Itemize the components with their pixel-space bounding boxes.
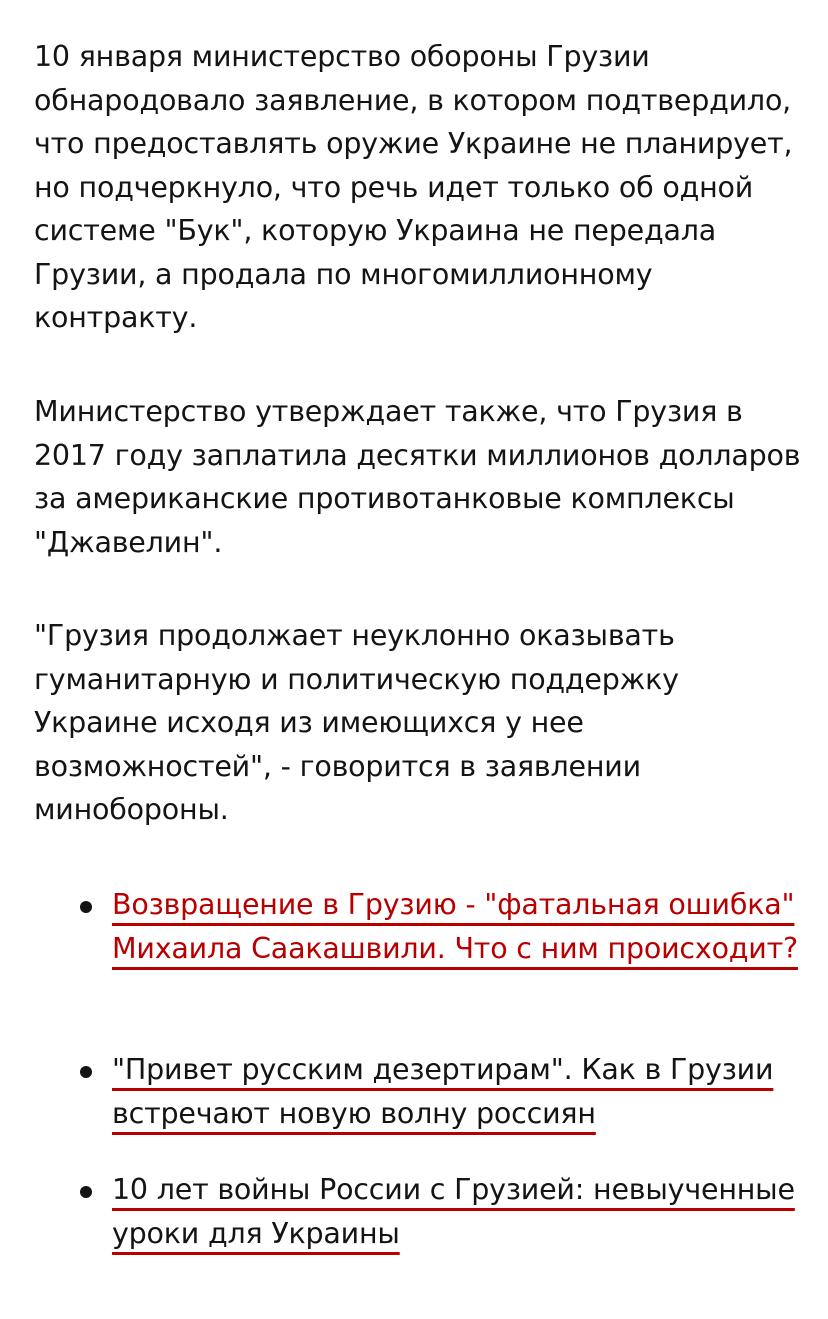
related-link-item (112, 883, 802, 970)
related-link-item (112, 1048, 802, 1135)
article-paragraph: 10 января министерство обороны Грузии обнародовало заявление, в котором подтвердило, что предоставлять оружие Украине не планирует, но подчеркнуло, что речь идет только об одной системе "Бук", которую Украина не передала Грузии, а продала по многомиллионному контракту. (34, 40, 793, 334)
bullet-icon (80, 901, 92, 913)
related-link-saakashvili[interactable]: Возвращение в Грузию - "фатальная ошибка" Михаила Саакашвили. Что с ним происходит? (112, 888, 798, 965)
bullet-icon (80, 1186, 92, 1198)
article-paragraph: Министерство утверждает также, что Грузия в 2017 году заплатила десятки миллионов долларов за американские противотанковые комплексы "Джавелин". (34, 395, 801, 559)
article-paragraph: "Грузия продолжает неуклонно оказывать гуманитарную и политическую поддержку Украине исходя из имеющихся у нее возможностей", - говорится в заявлении минобороны. (34, 619, 679, 826)
bullet-icon (80, 1066, 92, 1078)
related-link-war-lessons[interactable]: 10 лет войны России с Грузией: невыученные уроки для Украины (112, 1173, 795, 1250)
related-link-item (112, 1168, 802, 1255)
related-link-deserters[interactable]: "Привет русским дезертирам". Как в Грузии встречают новую волну россиян (112, 1053, 774, 1130)
